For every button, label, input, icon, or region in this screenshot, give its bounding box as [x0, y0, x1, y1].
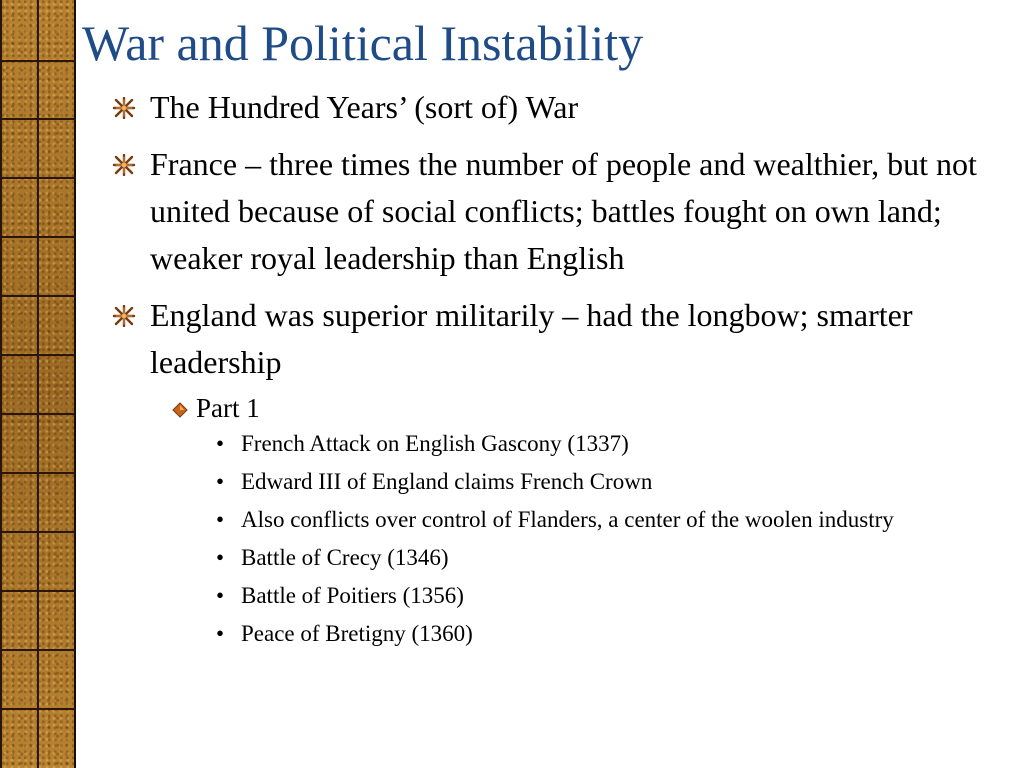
list-item — [112, 543, 992, 572]
bullet-text: England was superior militarily – had the longbow; smarter leadership — [150, 297, 913, 380]
list-item-text: Edward III of England claims French Crown — [241, 469, 653, 494]
bullet-item — [112, 141, 992, 282]
bullet-dot: • — [216, 621, 225, 646]
list-item-text: French Attack on English Gascony (1337) — [241, 431, 629, 456]
list-item — [112, 581, 992, 610]
list-item-text: Also conflicts over control of Flanders, a center of the woolen industry — [241, 507, 894, 532]
list-item — [112, 505, 992, 534]
diamond-icon — [172, 402, 188, 418]
bullet-dot: • — [216, 507, 225, 532]
slide-title: War and Political Instability — [82, 15, 644, 71]
star-burst-icon — [112, 305, 136, 327]
decorative-side-panel — [0, 0, 76, 768]
list-item-text: Battle of Crecy (1346) — [241, 545, 449, 570]
slide-body — [112, 84, 992, 657]
bullet-dot: • — [216, 583, 225, 608]
bullet-item — [112, 292, 992, 386]
list-item — [112, 619, 992, 648]
list-item-text: Peace of Bretigny (1360) — [241, 621, 473, 646]
star-burst-icon — [112, 97, 136, 119]
star-burst-icon — [112, 154, 136, 176]
list-item — [112, 467, 992, 496]
bullet-item — [112, 84, 992, 131]
bullet-text: The Hundred Years’ (sort of) War — [150, 89, 579, 125]
bullet-text: France – three times the number of people and wealthier, but not united because of social conflicts; battles fought on own land; weaker royal leadership than English — [150, 146, 977, 276]
list-item-text: Battle of Poitiers (1356) — [241, 583, 464, 608]
sub-heading — [112, 390, 992, 426]
bullet-dot: • — [216, 431, 225, 456]
sub-heading-text: Part 1 — [196, 393, 260, 423]
list-item — [112, 429, 992, 458]
bullet-dot: • — [216, 545, 225, 570]
bullet-dot: • — [216, 469, 225, 494]
